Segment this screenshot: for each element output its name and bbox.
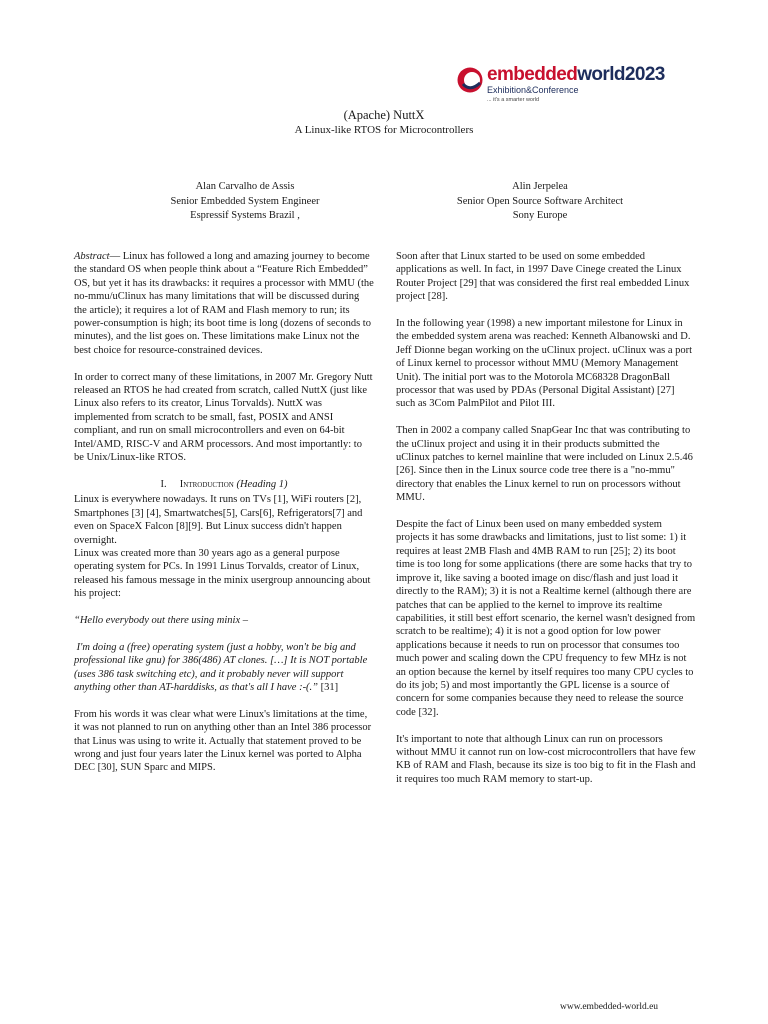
author-role: Senior Embedded System Engineer — [170, 195, 320, 207]
author-role: Senior Open Source Software Architect — [456, 195, 624, 207]
author-org: Espressif Systems Brazil , — [190, 210, 300, 221]
author-name: Alin Jerpelea — [512, 181, 568, 192]
paragraph: From his words it was clear what were Linux's limitations at the time, it was not planned to run on anything other than an Intel 386 processor that Linus was using to write it. Actually that statement proved to be wrong and just four years later the Linux kernel was ported to Alpha DEC [30], SUN Sparc and MIPS. — [74, 708, 372, 774]
author-block-2 — [410, 180, 670, 224]
logo-brand-part2: world2023 — [577, 64, 665, 85]
paragraph: Linux was created more than 30 years ago as a general purpose operating system for PCs. In 1991 Linus Torvalds, creator of Linux, released his famous message in the minix usergroup announcing about his project: — [74, 547, 371, 600]
paragraph: Linux is everywhere nowadays. It runs on TVs [1], WiFi routers [2], Smartphones [3] [4], Smartwatches[5], Cars[6], Refrigerators[7] and even on SpaceX Falcon [8][9]. But Linux success didn't happen overnight. — [74, 494, 363, 546]
quote-text: I'm doing a (free) operating system (just a hobby, won't be big and professional like gnu) for 386(486) AT clones. […] It is NOT portable (uses 386 task switching etc), and it probably never will support anything other than AT-harddisks, as that's all I have :-(.” — [74, 641, 368, 693]
abstract-label: Abstract — [74, 251, 110, 262]
paragraph: Then in 2002 a company called SnapGear Inc that was contributing to the uClinux project and using it in their products submitted the uClinux patches to kernel mainline that were included on Linux 2.5.46 [26]. Since then in the Linux source code tree there is a "no-mmu" directory that enables the Linux kernel to run on processors without MMU. — [396, 425, 693, 504]
paper-title: (Apache) NuttX — [343, 108, 425, 122]
left-column — [74, 250, 374, 788]
section-heading-introduction — [74, 478, 374, 491]
quote-reference: [31] — [318, 681, 339, 693]
quote-line: “Hello everybody out there using minix – — [74, 614, 248, 626]
heading-text: Introduction — [179, 478, 234, 490]
heading-number: I. — [160, 478, 167, 490]
logo-subtitle: Exhibition&Conference — [487, 85, 579, 95]
embedded-world-emblem-icon — [456, 66, 484, 94]
quote-block — [74, 641, 374, 695]
paragraph: It's important to note that although Linux can run on processors without MMU it cannot run on low-cost microcontrollers that have few KB of RAM and Flash, because its size is too big to fit in the Flash and it requires too much RAM memory to start-up. — [396, 733, 696, 785]
abstract — [74, 250, 374, 357]
paragraph: In the following year (1998) a new important milestone for Linux in the embedded system arena was reached: Kenneth Albanowski and D. Jeff Dionne began working on the uClinux project. uClinux was a port of Linux kernel to processor without MMU (Memory Management Unit). The initial port was to the Motorola MC68328 DragonBall processor that was used by PDAs (Personal Digital Assistant) [27] such as 3Com PalmPilot and Pilot III. — [396, 318, 693, 410]
footer-url: www.embedded-world.eu — [560, 1002, 659, 1012]
logo-tagline: ... it's a smarter world — [487, 97, 540, 103]
logo-brand-text — [487, 64, 665, 86]
author-block-1 — [110, 180, 380, 224]
paragraph: In order to correct many of these limitations, in 2007 Mr. Gregory Nutt released an RTOS he had created from scratch, called NuttX (just like Linux also refers to its creator, Linus Torvalds). NuttX was implemented from scratch to be small, fast, POSIX and ANSI compliant, and run on small microcontrollers and even on 64-bit Intel/AMD, RISC-V and ARM processors. And most importantly: to be Unix/Linux-like RTOS. — [74, 371, 373, 464]
logo-brand-part1: embedded — [487, 64, 578, 85]
abstract-text: Linux has followed a long and amazing journey to become the standard OS when people think about a “Feature Rich Embedded” OS, but yet it has its drawbacks: it requires a processor with MMU (the no-mmu/uClinux has many limitations that will be discussed during the article); it requires a lot of RAM and Flash memory to run; its power-consumption is high; its boot time is long (dozens of seconds to minutes), and the list goes on. These limitations make Linux not the best choice for resource-constrained devices. — [74, 251, 374, 356]
embedded-world-logo — [456, 64, 706, 108]
paper-subtitle: A Linux-like RTOS for Microcontrollers — [294, 124, 474, 136]
paragraph: Soon after that Linux started to be used on some embedded applications as well. In fact, in 1997 Dave Cinege created the Linux Router Project [29] that was considered the first real embedded Linux project [28]. — [396, 251, 690, 303]
abstract-dash: — — [109, 251, 123, 262]
paragraph: Despite the fact of Linux been used on many embedded system projects it has some drawbacks and limitations, just to list some: 1) it requires at least 2MB Flash and 4MB RAM to run [25]; 2) its boot time is too long for some applications (there are some hacks that try to improve it, like saving a booted image on disc/flash and just load it directly to the RAM); 3) it is not a Realtime kernel (although there are patches that can be applied to the kernel to improve its realtime capabilities, it still best effort scenario, the kernel wasn't designed from scratch to be realtime); 4) it is not a good option for low power applications because it needs to run on processor that consumes too much power and scaling down the CPU frequency to few MHz is not an option because the kernel by itself requires too many CPU cycles to do its job; 5) and most importantly the GPL license is a source of concern for some companies because they need to release the source code [32]. — [396, 519, 696, 718]
right-column — [396, 250, 696, 800]
author-name: Alan Carvalho de Assis — [195, 181, 295, 192]
heading-note: (Heading 1) — [236, 478, 288, 490]
author-org: Sony Europe — [512, 210, 568, 221]
